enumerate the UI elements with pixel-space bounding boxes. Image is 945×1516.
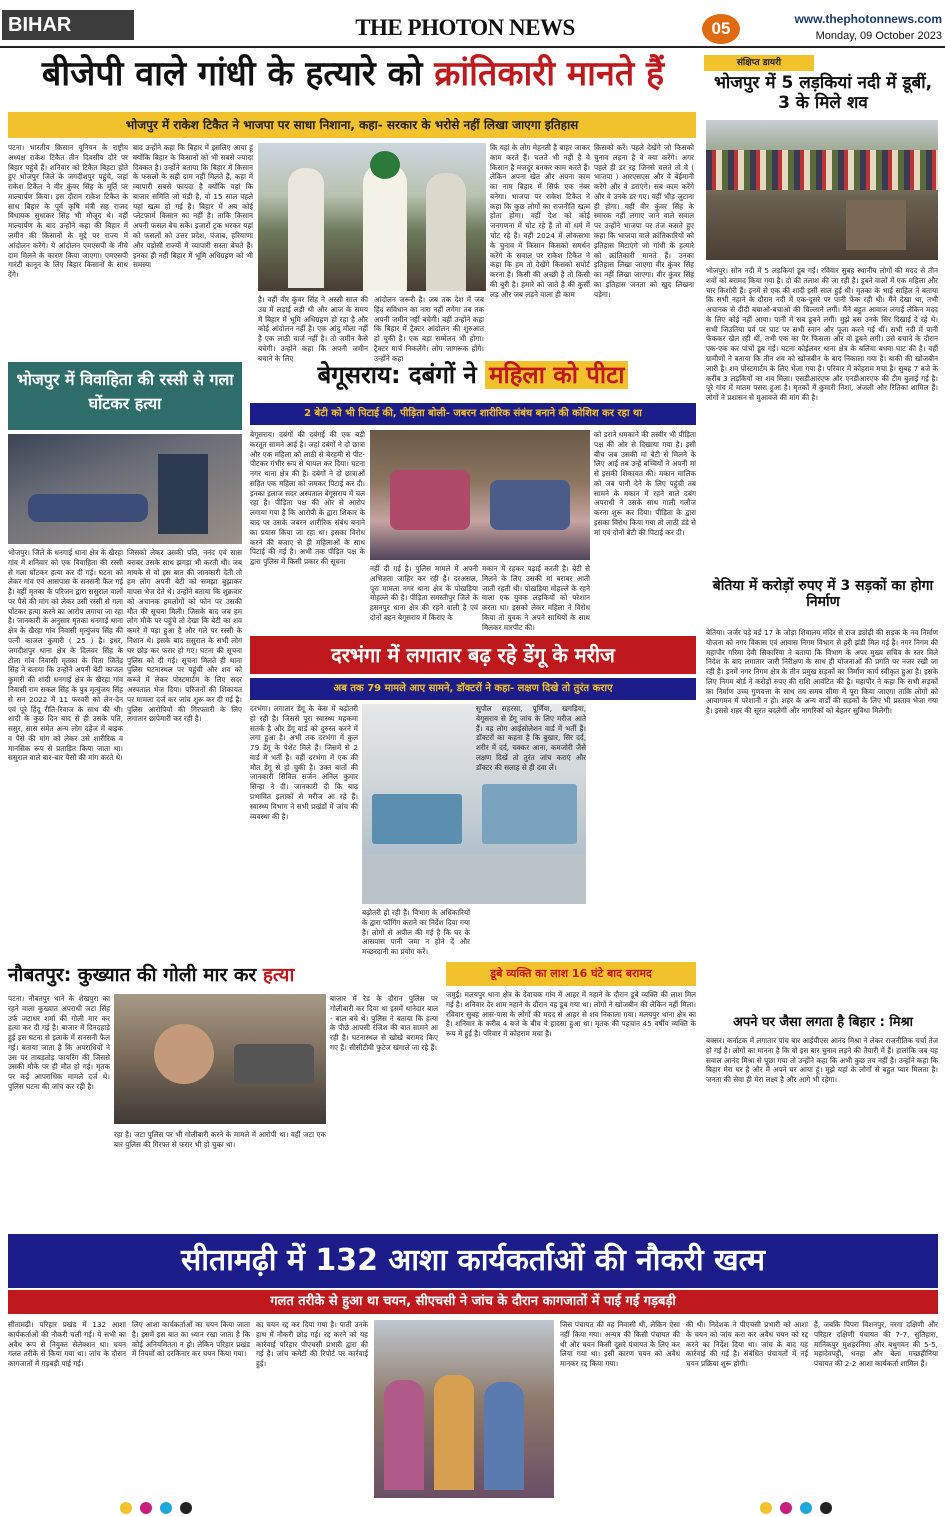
- sitamarhi-col-1: सीतामढ़ी। परिहार प्रखंड में 132 आशा कार्यकर्ताओं की नौकरी चली गई। ये सभी का अवैध रूप से नियुक्त सेलेक्शन था। चयन गलत तरीके से किया गया था। जांच के दौरान कागजातों में गड़बड़ी पाई गई।: [8, 1320, 126, 1369]
- lead-col-1: पटना। भारतीय किसान यूनियन के राष्ट्रीय अध्यक्ष राकेश टिकैत तीन दिवसीय दौरे पर बिहार पहुंचे हैं। शनिवार को टिकैत बिहटा होते हुए भोजपुर जिले के जगदीशपुर पहुंचे, जहां राकेश टिकैत ने वीर कुंवर सिंह के मूर्ति पर माल्यार्पण किया। इस दौरान राकेश टिकैत के साथ बिहार के पूर्व कृषि मंत्री सह राजद विधायक सुधाकर सिंह भी मौजूद थे। वहीं माल्यार्पण के बाद उन्होंने कहा की बिहार में जमीन की किसानों के मुद्दे पर राज्य में आंदोलन करेंगे। ये आंदोलन एमएसपी के नीचे दाम मिलने के कारण किया जाएगा। एमएसपी गारंटी कानून के लिए बिहार किसानों के साथ देंगे।: [8, 143, 128, 280]
- mishra-headline: अपने घर जैसा लगता है बिहार : मिश्रा: [732, 1015, 914, 1030]
- printer-mark-yellow: [120, 1502, 132, 1514]
- bhojpur-col-2: जिसको लेकर उसकी पति, ननंद एवं सास बराबर उसके साथ झगड़ा भी करती थी। जब मायके से वो इस बात की जानकारी देती तो हम लोग अपनी बेटी को समझा बुझाकर वापस भेज देते थे। उन्होंने बताया कि शुक्रवार को अचानक हमलोगों को फोन पर उसकी मौत की सूचना मिली। जिसके बाद जब हम लोग मौके पर पहुंचे तो देखा कि बेटी का शव कमरे में पड़ा हुआ है और गले पर रस्सी के निशान थे। इसके बाद ससुराल के सभी लोग घर छोड़ कर फरार हो गए। घटना की सूचना पुलिस को दी गई। सूचना मिलते ही थाना पुलिस घटनास्थल पर पहुंची और शव को कब्जे में लेकर पोस्टमार्टम के लिए सदर अस्पताल भेज दिया। परिजनों की शिकायत पर मामला दर्ज कर जांच शुरू कर दी गई है। पुलिस आरोपियों की गिरफ्तारी के लिए लगातार छापेमारी कर रही है।: [127, 548, 242, 724]
- bhojpur-col-1: भोजपुर। जिले के धनगाई थाना क्षेत्र के खैरहा गांव में शनिवार को एक विवाहिता की रस्सी से गला घोंटकर हत्या कर दी गई। घटना को लेकर गांव एवं आसपास के सनसनी फैल गई है। वहीं मृतका के परिजन द्वारा ससुराल वालों पर पैसे की मांग को लेकर उसी रस्सी से गला घोंटकर हत्या करने का आरोप लगाया जा रहा है। जानकारी के अनुसार मृतका धनगाई थाना क्षेत्र के खैरहा गांव निवासी मृत्युंजय सिंह की पत्नी काजल कुमारी ( 25 ) है। इधर, जगदीशपुर थाना क्षेत्र के दिलवर सिंह के टोला गांव निवासी मृतका के पिता जितेंद्र सिंह ने बताया कि उन्होंने अपनी बेटी काजल कुमारी की शादी धनगाई क्षेत्र के खैरहा गांव निवासी राम सकल सिंह के पुत्र मृत्युंजय सिंह से सन 2022 में 11 फरवरी को लेन-देन एवं पूरे हिंदू रीति-रिवाज के साथ की थी। शादी के कुछ दिन बाद से ही उसके पति, ससुर, सास समेत अन्य लोग दहेज में बाइक व पैसे की मांग को लेकर उसे शारीरिक व मानसिक रूप से प्रताड़ित किया जाता था। ससुराल वाले बार-बार पैसों की मांग करते थे।: [8, 548, 123, 763]
- brief-headline: भोजपुर में 5 लड़कियां नदी में डूबीं, 3 के मिले शव: [713, 73, 933, 113]
- darbhanga-headline: दरभंगा में लगातार बढ़ रहे डेंगू के मरीज: [250, 636, 696, 674]
- naubatpur-headline-part2: हत्या: [262, 964, 295, 986]
- begusarai-headline: [250, 362, 696, 390]
- printer-mark-black-2: [820, 1502, 832, 1514]
- lead-col-6: किसको करें। पहले देखेंगे जो किसको चुनाव लड़ना है वे क्या करेंगे। अगर पहले ही डर रह जिनसे चलते तो वे ( भाजपा ) आरएसएस और वे बेईमानी करेंगे और वे डराएंगे। सब काम करेंगे और वे उनके डर गए। वहीं भीड़ जुटाना ही होगा। वहीं वीर कुंवर सिंह के स्मारक नहीं लगाए जाने वाले सवाल पर उन्होंने भाजपा पर तंज कसते हुए कहा कि भाजपा वाले क्रांतिकारियों को इतिहास मिटाएंगे जो गांधी के हत्यारे को क्रांतिकारी मानते हैं। उनका इतिहास लिखा जाएगा वीर कुंवर सिंह का नहीं लिखा जाएगा। वीर कुंवर सिंह का इतिहास जनता को खुद लिखना पड़ेगा।: [594, 143, 694, 299]
- begusarai-photo: [370, 430, 590, 560]
- website-link[interactable]: www.thephotonnews.com: [794, 12, 942, 26]
- naubatpur-col-1: पटना। नौबतपुर थाने के शेखपुरा का रहने वाला कुख्यात अपराधी जटा सिंह उर्फ जटाधर शर्मा की गोली मार कर हत्या कर दी गई है। बाजार में दिनदहाड़े हुई इस घटना से इलाके में सनसनी फैल गई। बताया जाता है कि अपराधियों ने उस पर ताबड़तोड़ फायरिंग की जिससे उसकी मौके पर ही मौत हो गई। मृतक पर कई आपराधिक मामले दर्ज थे। पुलिस घटना की जांच कर रही है।: [8, 994, 110, 1092]
- newspaper-title: THE PHOTON NEWS: [355, 15, 575, 40]
- naubatpur-col-3: रहा है। जटा पुलिस पर भी गोलीबारी करने के मामले में आरोपी था। वहीं जटा एक बार पुलिस की गिरफ्त से फरार भी हो चुका था।: [114, 1130, 326, 1149]
- section-label: BIHAR: [2, 10, 134, 40]
- printer-mark-black: [180, 1502, 192, 1514]
- begusarai-col-2: नहीं दी गई है। पुलिस मामले में अपनी अभिज्ञता जाहिर कर रही है। दरअसल, पूरा मामला नगर थाना क्षेत्र के पोखड़िया मोहल्ले की है। पीड़िता समस्तीपुर जिले के हसनपुर थाना क्षेत्र की रहने वाली है एवं दोनों बहन बेगूसराय में किराए के: [370, 564, 478, 622]
- printer-mark-cyan: [160, 1502, 172, 1514]
- darbhanga-subhead: अब तक 79 मामले आए सामने, डॉक्टरों ने कहा- लक्षण दिखे तो तुरंत कराए: [250, 678, 696, 700]
- lead-col-5: कि यहां के लोग मेहनती है बाहर जाकर काम करते हैं। चलते भी नहीं है वे किसान है मजदूर बनकर काम करते हैं। लेकिन अपना खेत और अपना काम का नाम बिहार में सिर्फ एक नंबर बनेगा। भाजपा पर राकेश टिकैत ने कहा कि कुछ लोगों का राजनीति खत्म होता होगा। वहीं देश को कोई जनगणना में चोट रहे हैं तो वो धर्म में चोट रहे हैं। वहीं 2024 में लोकसभा के चुनाव में किसान किसको समर्थन करेंगे के सवाल पर राकेश टिकैत ने कहा कि हम तो देखेंगे किसको सपोर्ट करना है। किसी की अच्छी है तो किसी की बुरी है। हमारे को जाते है की कुर्सी लड़ और जब लड़ने वाला ही काम: [490, 143, 590, 299]
- darbhanga-col-1: दरभंगा। लगातार डेंगू के केस में बढ़ोतरी हो रही है। जिससे पूरा स्वास्थ्य महकमा सतर्क है और डेंगू वार्ड को दुरुस्त करने में लगा हुआ है। अभी तक दरभंगा में कुल 79 डेंगू के पेशेंट मिले हैं। जिसमें से 2 वार्ड में भर्ती है। वहीं दरभंगा में एक की मौत डेंगू से हो चुकी है। उक्त बातों की जानकारी सिविल सर्जन अनिल कुमार सिन्हा ने दी। जानकारी दी कि बाढ़ प्रभावित इलाकों से मरीज आ रहे हैं। स्वास्थ्य विभाग ने सभी प्रखंडों में जांच की व्यवस्था की है।: [250, 704, 358, 821]
- darbhanga-col-3: सुपौल सहरसा, पूर्णिया, खगड़िया, बेगूसराय से डेंगू जांच के लिए मरीज आते हैं। वह लोग आईसोलेशन वार्ड में भर्ती हैं। डॉक्टरों का कहना है कि बुखार, सिर दर्द, शरीर में दर्द, चक्कर आना, कमजोरी जैसे लक्षण दिखें तो तुरंत जांच कराएं और डॉक्टर की सलाह से ही दवा लें।: [476, 704, 586, 772]
- bettiah-text: बेतिया। जर्जर पड़े वर्ड 17 के जोड़ा शिवालय मंदिर से राज ड्योढ़ी की सड़क के नव निर्माण योजना को नगर विकास एवं आवास निगम विभाग से हरी झंडी मिल गई है। नगर निगम की महापौर गरिमा देवी सिकारिया ने बताया कि विभाग के अपर मुख्य सचिव के स्तर मिले निदेश के बाद लगातार जारी निरीक्षण के साथ ही योजनाओं की प्रगति पर नजर रखी जा रही है। इनमें नगर निगम क्षेत्र के तीन प्रमुख सड़कों का निर्माण कार्य स्वीकृत हुआ है। इसके लिए निगम बोर्ड ने करोड़ों रुपए की राशि आवंटित की है। महापौर ने कहा कि सभी सड़कों का निर्माण उच्च गुणवत्ता के साथ तय समय सीमा में पूरा किया जाएगा ताकि लोगों को आवागमन में परेशानी न हो। शहर के अन्य वार्डों की सड़कों के लिए भी प्रस्ताव भेजा गया है। इससे शहर की सूरत बदलेगी और नागरिकों को बेहतर सुविधा मिलेगी।: [706, 628, 938, 716]
- lead-headline-part2: क्रांतिकारी मानते हैं: [434, 54, 665, 94]
- printer-mark-magenta: [140, 1502, 152, 1514]
- lead-headline-part1: बीजेपी वाले गांधी के हत्यारे को: [41, 54, 435, 94]
- sitamarhi-col-3: का चयन रद्द कर दिया गया है। पाती उनके हाथ में नौकरी छोड़ गई। रद्द करने को यह कार्रवाई परिहार पीएचसी प्रभारी द्वारा की गई है। जांच कमेटी की रिपोर्ट पर कार्रवाई हुई।: [256, 1320, 368, 1369]
- lead-col-4: आंदोलन जरूरी है। जब तक देश में जब हिंद सविधान का नारा नहीं लगेगा तब तक अपनी जमीन नहीं बचेगी। वहीं उन्होंने कहा कि बिहार में ट्रैक्टर आंदोलन की शुरुआत हो चुकी है। एक बड़ा सम्मेलन भी होगा। ट्रैक्टर मार्च निकलेंगे। लोग जागरूक होंगे। उन्होंने कहा: [374, 295, 484, 363]
- bettiah-headline: बेतिया में करोड़ों रुपए में 3 सड़कों का होगा निर्माण: [712, 578, 934, 611]
- begusarai-headline-part2: महिला को पीटा: [485, 361, 628, 389]
- naubatpur-col-2: बाजार में रेड के दौरान पुलिस पर गोलीबारी कर दिया था इसमें थानेदार बाल - बाल बचे थे। पुलिस ने बताया कि हत्या के पीछे आपसी रंजिश की बात सामने आ रही है। घटनास्थल से खोखे बरामद किए गए हैं। सीसीटीवी फुटेज खंगाले जा रहे हैं।: [330, 994, 438, 1052]
- begusarai-col-4: को डराने धमकाने की तस्वीर भी पीड़िता पक्ष की ओर से दिखाया गया है। इसी बीच जब उसकी मां बेटी से मिलने के लिए आई तब उन्हें बच्चियों ने अपनी मां से इसकी शिकायत की। मकान मालिक को जब पानी देने के लिए पहुंची तब सामने के मकान में रहने वाले दबंग अपराधी ने उसके साथ गाली गलौज करना शुरू कर दिया। पीड़िता के द्वारा इसका विरोध किया गया तो लाठी डंडे से मां एवं दोनों बेटी की पिटाई कर दी।: [594, 430, 696, 537]
- sitamarhi-headline: सीतामढ़ी में 132 आशा कार्यकर्ताओं की नौकरी खत्म: [8, 1234, 938, 1288]
- brief-text: भोजपुर। सोन नदी में 5 लड़कियां डूब गईं। रविवार सुबह स्थानीय लोगों की मदद से तीन शवों को बरामद किया गया है। दो की तलाश की जा रही है। डूबने वालों में एक महिला और चार किशोरी हैं। इनमें से एक की शादी इसी साल हुई थी। मृतका के भाई साहिल ने बताया कि सभी नहाने के दौरान नदी में एक-दूसरे पर पानी फेंक रही थी। मैंने देखा था, तभी अचानक से दीदी बचाओ-बचाओ की चिल्लाने लगीं। मैंने बहुत आवाज लगाई लेकिन मदद के लिए कोई नहीं आया। पानी में सब डूबने लगीं। मुझे बस उनके सिर दिखाई दे रहे थे। सभी जिउतिया पर्व पर घाट पर सभी स्नान और पूजा करने गई थीं। सभी नदी में पानी फेंककर खेल रही थीं, तभी एक का पैर फिसला और वो डूबने लगी। उसे बचाने के दौरान एक-एक कर पांचों डूब गईं। घटना कोईलवर थाना क्षेत्र के बलिया बधवा घाट की है। वहीं ग्रामीणों ने बताया कि तीन शव को खोजबीन के बाद निकाला गया है। बाकी की खोजबीन जारी है। शव पोस्टमार्टम के लिए भेजा गया है। परिवार में कोहराम मचा है। सुबह 7 बजे के करीब 3 लड़कियों का शव मिला। एसडीआरएफ और एनडीआरएफ की टीम बुलाई गई है। पूरे गांव में मातम पसरा हुआ है। मृतकों में कुमारी निशा, अंजली और रितिका शामिल हैं। लोगों ने प्रशासन से मुआवजे की मांग की है।: [706, 266, 938, 403]
- lead-col-3: है। वहीं वीर कुंवर सिंह ने अस्सी साल की उम्र में लड़ाई लड़ी थी और आज के समय में बिहार में भूमि अधिग्रहण हो रहा है और कोई आंदोलन नहीं है। एक आंदु मौला नहीं है एक लाठी चार्ज नहीं है। तो जमीन कैसे बचेगी। उन्होंने कहा कि अपनी जमीन बचाने के लिए: [258, 295, 368, 363]
- brief-label: संक्षिप्त डायरी: [704, 55, 814, 71]
- lead-headline: [8, 55, 698, 94]
- darbhanga-col-2: बढ़ोतरी हो रही है। विभाग के अधिकारियों के द्वारा फॉगिंग कराने का निर्देश दिया गया है। लोगों से अपील की गई है कि घर के आसपास पानी जमा न होने दें और मच्छरदानी का प्रयोग करें।: [362, 908, 470, 957]
- sitamarhi-col-4: जिस पंचायत की वह निवासी थी, लेकिन ऐसा नहीं किया गया। अन्यत्र की किसी पंचायत की थी और चयन किसी दूसरे पंचायत के लिए कर लिया गया था। इसी कारण चयन को अवैध मानकर रद्द किया गया।: [560, 1320, 680, 1369]
- begusarai-headline-part1: बेगूसराय: दबंगों ने: [317, 361, 486, 389]
- begusarai-subhead: 2 बेटी को भी पिटाई की, पीड़िता बोली- जबरन शारीरिक संबंध बनाने की कोशिश कर रहा था: [250, 403, 696, 425]
- begusarai-col-3: मकान में रहकर पढ़ाई करती है। बेटी से मिलने के लिए उसकी मां बराबर आती जाती रहती थी। पोखड़िया मोहल्ले के रहने वाला एक युवक लड़कियों को परेशान करता था। इसको लेकर महिला ने विरोध किया तो युवक ने अपने साथियों के साथ मिलकर मारपीट की।: [482, 564, 590, 632]
- printer-mark-cyan-2: [800, 1502, 812, 1514]
- bhojpur-headline: भोजपुर में विवाहिता की रस्सी से गला घोंटकर हत्या: [8, 362, 242, 430]
- sitamarhi-col-2: लिए आशा कार्यकर्ताओं का चयन किया जाता है। इसमें इस बात का ध्यान रखा जाता है कि कोई अनियमितता न हो। लेकिन परिहार प्रखंड में नियमों को दरकिनार कर चयन किया गया।: [132, 1320, 250, 1359]
- river-photo: [706, 120, 938, 260]
- sitamarhi-subhead: गलत तरीके से हुआ था चयन, सीएचसी ने जांच के दौरान कागजातों में पाई गई गड़बड़ी: [8, 1290, 938, 1314]
- printer-mark-yellow-2: [760, 1502, 772, 1514]
- sitamarhi-col-6: हैं, जबकि पिपरा विशनपुर, नरगा दक्षिणी और परिहार दक्षिणी पंचायत की 7-7, सुतिहारा, मानिकपुर मुशहरनिया और बथुगवन की 5-5, महादेवपट्टी, धनहा और बेला मच्छहीनिया पंचायत की 2-2 आशा कार्यकर्ता शामिल हैं।: [814, 1320, 938, 1369]
- begusarai-col-1: बेगूसराय। दबंगों की दबंगई की एक बड़ी करतूत सामने आई है। जहां दबंगों ने दो छात्रा और एक महिला को लाठी से बेरहमी से पीट-पीटकर गंभीर रूप से घायल कर दिया। घटना नगर थाना क्षेत्र की है। दबंगों ने दो छात्राओं सहित एक महिला को जमकर पिटाई कर दी। इनका इलाज सदर अस्पताल बेगूसराय में चल रहा है। पीड़िता पक्ष की ओर से आरोप लगाया गया है कि आरोपी के द्वारा शिकार के बाद पर उसके जबरन शारीरिक संबंध बनाने का प्रयास किया जा रहा था। इसका विरोध करने की बजाए से ही महिलाओं के साथ पिटाई की गई है। अभी तक पीड़ित पक्ष के द्वारा पुलिस में किसी प्रकार की सूचना: [250, 430, 365, 567]
- victim-photo: [8, 434, 242, 544]
- tikait-photo: [258, 143, 486, 291]
- masthead: [0, 0, 945, 48]
- sitamarhi-col-5: की थी। निदेशक ने पीएचसी प्रभारी को आशा के चयन को जांच करा कर अवैध चयन को रद्द करने का निर्देश दिया था। जांच के बाद यह कार्रवाई की गई है। संबंधित पंचायतों में नई चयन प्रक्रिया शुरू होगी।: [686, 1320, 808, 1369]
- drowning-headline: डूबे व्यक्ति का लाश 16 घंटे बाद बरामद: [446, 962, 696, 986]
- lead-col-2: बाद उन्होंने कहा कि बिहार में इसलिए आया हूं क्योंकि बिहार के किसानों को भी सबसे ज्यादा दिक्कत है। उन्होंने बताया कि बिहार में किसान के फसलों के सही दाम नहीं मिलते हैं, कहा में व्यापारी सबसे फायदा है क्योंकि यहां कि बाजार समिति जो मंडी है, वो 15 साल पहले यहां खत्म हो गई है। बिहार में अब कोई प्लेटफार्म किसान का नहीं है। ताकि किसान अपनी फसल बेच सकें। इजारों ट्रक भरकर यहां को फसलों को उत्तर प्रदेश, पंजाब, हरियाणा और पड़ोसी राज्यों में व्यापारी सस्ता बेचते हैं। इनका ही नहीं बिहार में भूमि अधिग्रहण को भी समस्या: [133, 143, 253, 270]
- naubatpur-photo: [114, 994, 326, 1124]
- mishra-text: बक्सर। कर्नाटक में लगातार पांच बार आईपीएस आनंद मिश्रा ने लेकर राजनीतिक चर्चा तेज हो गई है। लोगों का मानना है कि वो इस बार चुनाव लड़ने की तैयारी में हैं। हालांकि जब यह सवाल आनंद मिश्रा से पूछा गया तो उन्होंने कहा कि अभी कुछ तय नहीं है। उन्होंने कहा कि बिहार मेरा घर है और मैं अपने घर आया हूं। मुझे यहां के लोगों से बहुत प्यार मिलता है। जनता की सेवा ही मेरा लक्ष्य है और आगे भी रहेगा।: [706, 1036, 938, 1085]
- issue-date: Monday, 09 October 2023: [815, 30, 942, 42]
- drowning-text: जमुई। मलयपुर थाना क्षेत्र के देवाचक गांव में आहर में नहाने के दौरान डूबे व्यक्ति की लाश मिल गई है। शनिवार देर शाम नहाने के दौरान वह डूब गया था। लोगों ने खोजबीन की लेकिन नहीं मिला। रविवार सुबह आस-पास के लोगों की मदद से आहर से शव निकाला गया। मलयपुर थाना क्षेत्र का है। शनिवार के करीब 4 बजे के बीच ये हादसा हुआ था। मृतक की पहचान 45 वर्षीय व्यक्ति के रूप में हुई है। परिवार में कोहराम मचा है।: [446, 990, 696, 1039]
- naubatpur-headline-part1: नौबतपुर: कुख्यात की गोली मार कर: [8, 964, 263, 986]
- lead-subhead: भोजपुर में राकेश टिकैत ने भाजपा पर साधा निशाना, कहा- सरकार के भरोसे नहीं लिखा जाएगा इतिहास: [8, 112, 696, 138]
- naubatpur-headline: [8, 965, 478, 987]
- asha-photo: [374, 1320, 554, 1498]
- printer-mark-magenta-2: [780, 1502, 792, 1514]
- page-number: 05: [702, 14, 740, 44]
